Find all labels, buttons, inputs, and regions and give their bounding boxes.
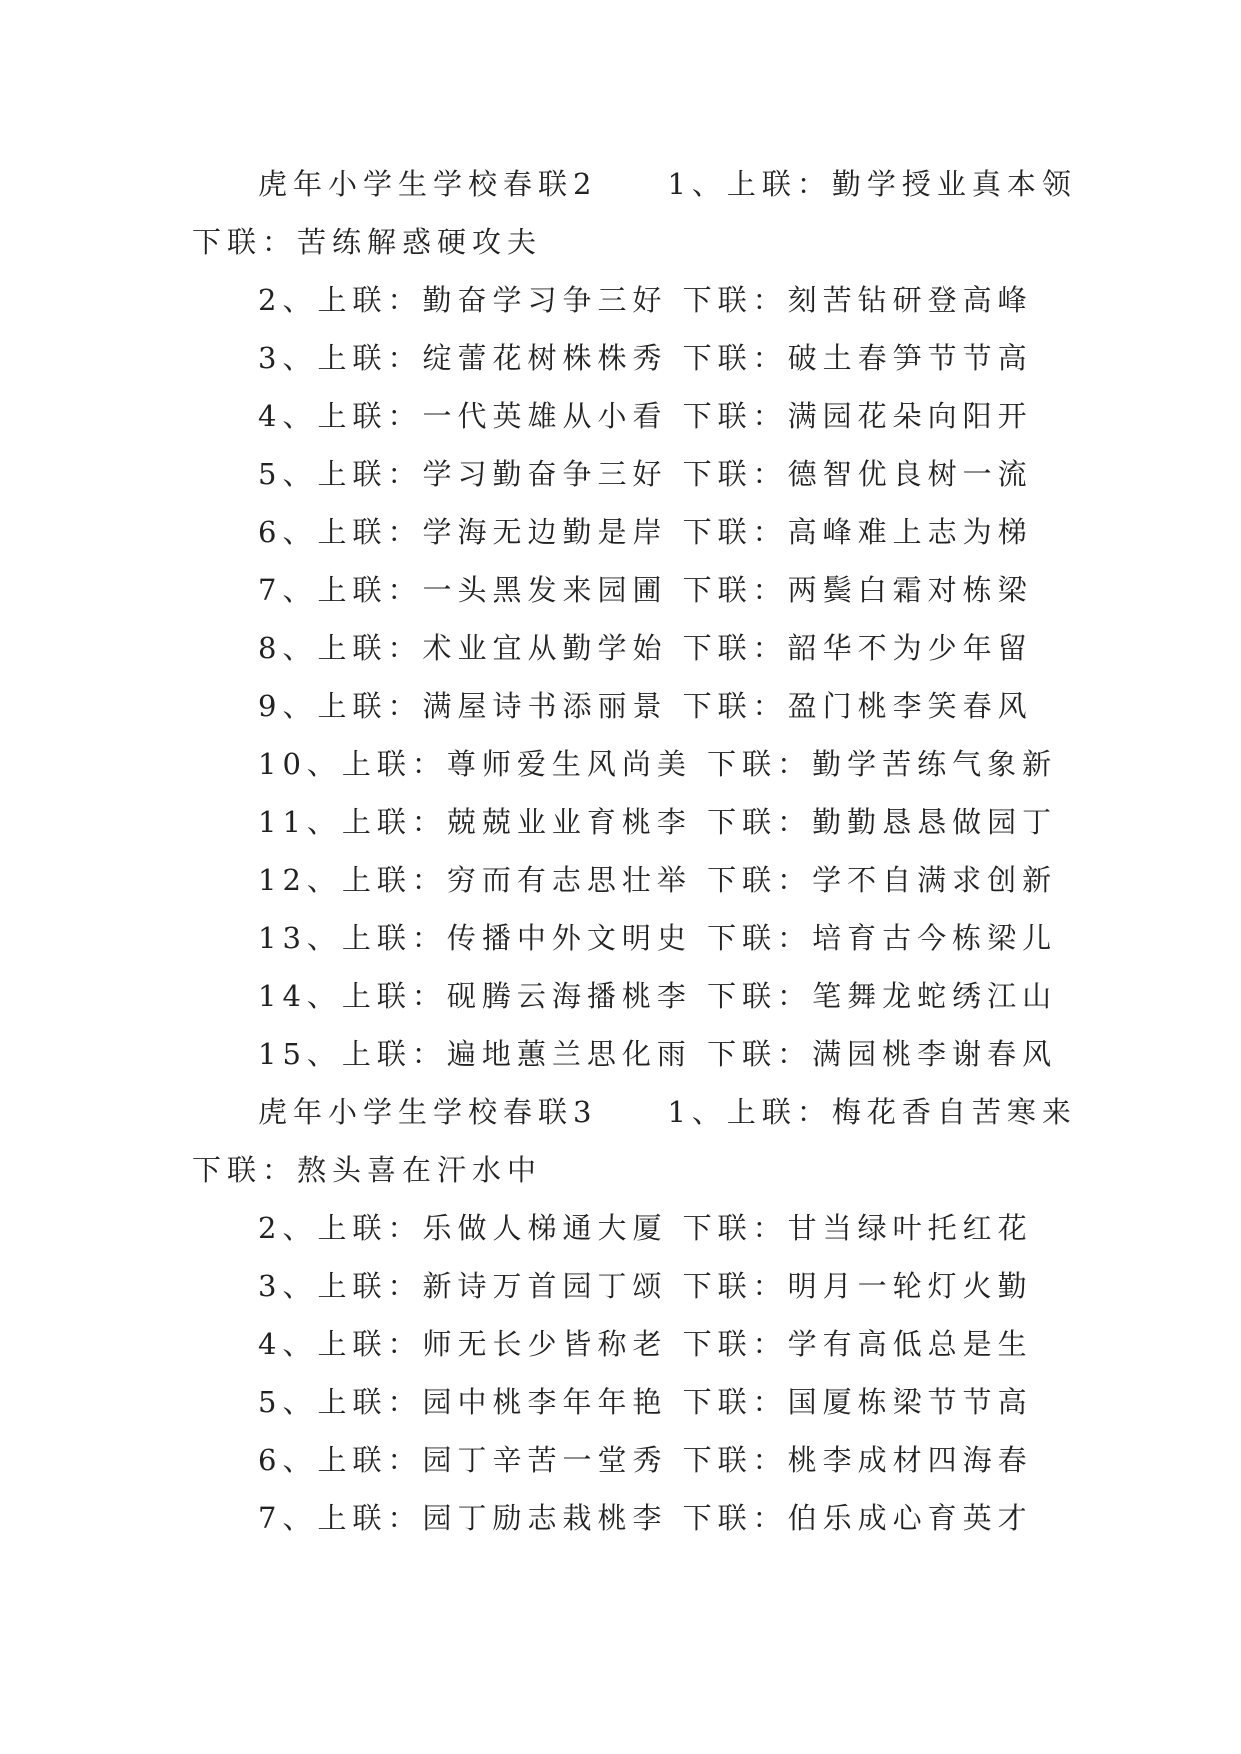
couplet-line: 5、上联：园中桃李年年艳 下联：国厦栋梁节节高: [258, 1385, 1033, 1419]
couplet-line: 9、上联：满屋诗书添丽景 下联：盈门桃李笑春风: [258, 689, 1033, 723]
section-heading-2: 虎年小学生学校春联2 1、上联：勤学授业真本领: [258, 167, 1077, 201]
couplet-line: 14、上联：砚腾云海播桃李 下联：笔舞龙蛇绣江山: [258, 979, 1058, 1013]
couplet-line: 10、上联：尊师爱生风尚美 下联：勤学苦练气象新: [258, 747, 1058, 781]
couplet-line: 13、上联：传播中外文明史 下联：培育古今栋梁儿: [258, 921, 1058, 955]
couplet-line: 12、上联：穷而有志思壮举 下联：学不自满求创新: [258, 863, 1058, 897]
couplet-line: 下联：苦练解惑硬攻夫: [192, 225, 543, 259]
couplet-line: 2、上联：乐做人梯通大厦 下联：甘当绿叶托红花: [258, 1211, 1033, 1245]
couplet-line: 2、上联：勤奋学习争三好 下联：刻苦钻研登高峰: [258, 283, 1033, 317]
section-heading-3: 虎年小学生学校春联3 1、上联：梅花香自苦寒来: [258, 1095, 1077, 1129]
couplet-line: 6、上联：学海无边勤是岸 下联：高峰难上志为梯: [258, 515, 1033, 549]
couplet-line: 15、上联：遍地蕙兰思化雨 下联：满园桃李谢春风: [258, 1037, 1058, 1071]
couplet-line: 7、上联：园丁励志栽桃李 下联：伯乐成心育英才: [258, 1501, 1033, 1535]
couplet-line: 下联：熬头喜在汗水中: [192, 1153, 543, 1187]
couplet-line: 6、上联：园丁辛苦一堂秀 下联：桃李成材四海春: [258, 1443, 1033, 1477]
couplet-line: 3、上联：绽蕾花树株株秀 下联：破土春笋节节高: [258, 341, 1033, 375]
couplet-line: 7、上联：一头黑发来园圃 下联：两鬓白霜对栋梁: [258, 573, 1033, 607]
couplet-line: 11、上联：兢兢业业育桃李 下联：勤勤恳恳做园丁: [258, 805, 1058, 839]
couplet-line: 4、上联：一代英雄从小看 下联：满园花朵向阳开: [258, 399, 1033, 433]
couplet-line: 5、上联：学习勤奋争三好 下联：德智优良树一流: [258, 457, 1033, 491]
couplet-line: 4、上联：师无长少皆称老 下联：学有高低总是生: [258, 1327, 1033, 1361]
couplet-line: 3、上联：新诗万首园丁颂 下联：明月一轮灯火勤: [258, 1269, 1033, 1303]
couplet-line: 8、上联：术业宜从勤学始 下联：韶华不为少年留: [258, 631, 1033, 665]
